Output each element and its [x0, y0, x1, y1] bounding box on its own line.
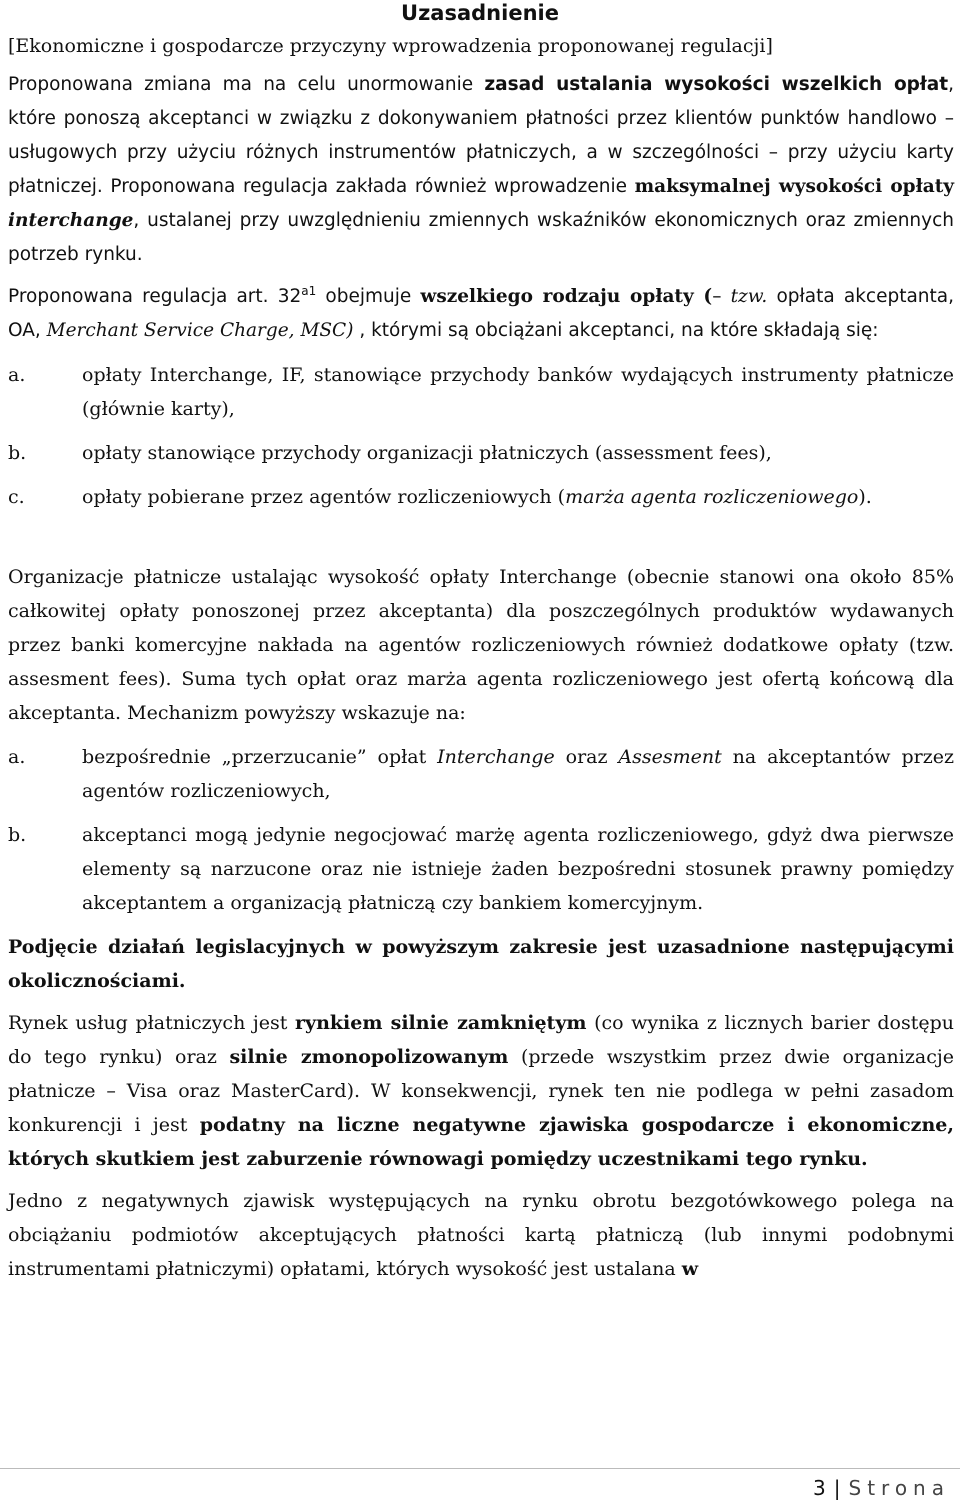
text: –	[712, 286, 731, 308]
bold-text: rynkiem silnie zamkniętym	[295, 1012, 587, 1035]
bold-text: silnie zmonopolizowanym	[229, 1046, 509, 1069]
list-item-text: opłaty pobierane przez agentów rozliczeniowych (	[82, 486, 566, 509]
text: opłata akceptanta, OA,	[8, 286, 955, 342]
paragraph-intro	[8, 68, 954, 272]
text: na akceptantów przez agentów rozliczeniowych,	[82, 746, 954, 803]
paragraph-legislative	[8, 930, 954, 998]
page-footer	[813, 1476, 950, 1500]
list-item	[0, 436, 960, 470]
text: oraz	[554, 746, 619, 769]
paragraph-scope	[8, 274, 954, 348]
bold-text: w	[681, 1258, 699, 1281]
text: Proponowana zmiana ma na celu unormowanie	[8, 74, 485, 95]
list-item-text: opłaty Interchange, IF, stanowiące przychody banków wydających instrumenty płatnicze (głównie karty),	[82, 364, 954, 421]
bold-italic-text: interchange	[8, 210, 134, 231]
list-item-text: akceptanci mogą jedynie negocjować marżę agenta rozliczeniowego, gdyż dwa pierwsze elementy są narzucone oraz nie istnieje żaden bezpośredni stosunek prawny pomiędzy akceptantem a organizacją płatniczą czy bankiem komercyjnym.	[82, 824, 954, 915]
list-item	[0, 358, 960, 426]
bold-text: podatny na liczne negatywne zjawiska gospodarcze i ekonomiczne, których skutkiem jest zaburzenie równowagi pomiędzy uczestnikami tego rynku.	[8, 1114, 954, 1171]
italic-text: Interchange	[437, 746, 555, 769]
footer-separator: |	[833, 1476, 841, 1500]
list-marker: a.	[8, 364, 26, 387]
footer-rule	[0, 1468, 960, 1469]
bold-text: Podjęcie działań legislacyjnych w powyższym zakresie jest uzasadnione następującymi okolicznościami.	[8, 936, 954, 993]
list-item-text: opłaty stanowiące przychody organizacji płatniczych (assessment fees),	[82, 442, 772, 465]
text: Jedno z negatywnych zjawisk występujących na rynku obrotu bezgotówkowego polega na obciążaniu podmiotów akceptujących płatności kartą płatniczą (lub innymi podobnymi instrumentami płatniczymi) opłatami, których wysokość jest ustalana	[8, 1190, 954, 1281]
paragraph-mechanism: Organizacje płatnicze ustalając wysokość opłaty Interchange (obecnie stanowi ona około 85% całkowitej opłaty ponoszonej przez akceptanta) dla poszczególnych produktów wydawanych przez banki komercyjne nakłada na agentów rozliczeniowych również dodatkowe opłaty (tzw. assesment fees). Suma tych opłat oraz marża agenta rozliczeniowego jest ofertą końcową dla akceptanta. Mechanizm powyższy wskazuje na:	[8, 566, 954, 725]
list-marker: c.	[8, 486, 25, 509]
italic-text: Assesment	[618, 746, 722, 769]
text: ).	[858, 486, 872, 509]
fee-list	[0, 358, 960, 514]
italic-text: Merchant Service Charge, MSC)	[46, 320, 354, 342]
text: (przede wszystkim przez dwie organizacje płatnicze – Visa oraz MasterCard). W konsekwencji, rynek ten nie podlega w pełni zasadom konkurencji i jest	[8, 1046, 954, 1137]
list-item	[0, 740, 960, 808]
page-number: 3	[813, 1476, 826, 1500]
paragraph-negative	[8, 1184, 954, 1286]
document-title: Uzasadnienie	[401, 1, 559, 25]
list-item	[0, 480, 960, 514]
italic-text: marża agenta rozliczeniowego	[565, 486, 859, 509]
text: , którymi są obciążani akceptanci, na które składają się:	[353, 320, 879, 342]
page-label: Strona	[848, 1476, 950, 1500]
paragraph-market	[8, 1006, 954, 1176]
list-marker: a.	[8, 746, 26, 769]
list-item	[0, 818, 960, 920]
bold-text: wszelkiego rodzaju opłaty (	[420, 286, 713, 308]
bold-text: zasad ustalania wysokości wszelkich opłat	[484, 74, 949, 95]
text: bezpośrednie „przerzucanie” opłat	[82, 746, 438, 769]
text: , ustalanej przy uwzględnieniu zmiennych wskaźników ekonomicznych oraz zmiennych potrzeb rynku.	[8, 210, 954, 265]
bold-text: maksymalnej wysokości opłaty	[634, 176, 954, 197]
italic-text: tzw.	[730, 286, 768, 308]
mechanism-list	[0, 740, 960, 920]
list-marker: b.	[8, 442, 27, 465]
text: , które ponoszą akceptanci w związku z dokonywaniem płatności przez klientów punktów handlowo – usługowych przy użyciu różnych instrumentów płatniczych, a w szczególności – przy użyciu karty płatniczej. Proponowana regulacja zakłada również wprowadzenie	[8, 74, 954, 197]
text: Rynek usług płatniczych jest	[8, 1012, 296, 1035]
section-heading: [Ekonomiczne i gospodarcze przyczyny wprowadzenia proponowanej regulacji]	[8, 35, 773, 57]
list-marker: b.	[8, 824, 27, 847]
text: (co wynika z licznych barier dostępu do tego rynku) oraz	[8, 1012, 954, 1069]
text: obejmuje	[316, 286, 421, 308]
text: Proponowana regulacja art. 32	[8, 286, 302, 308]
superscript: a1	[301, 284, 317, 298]
